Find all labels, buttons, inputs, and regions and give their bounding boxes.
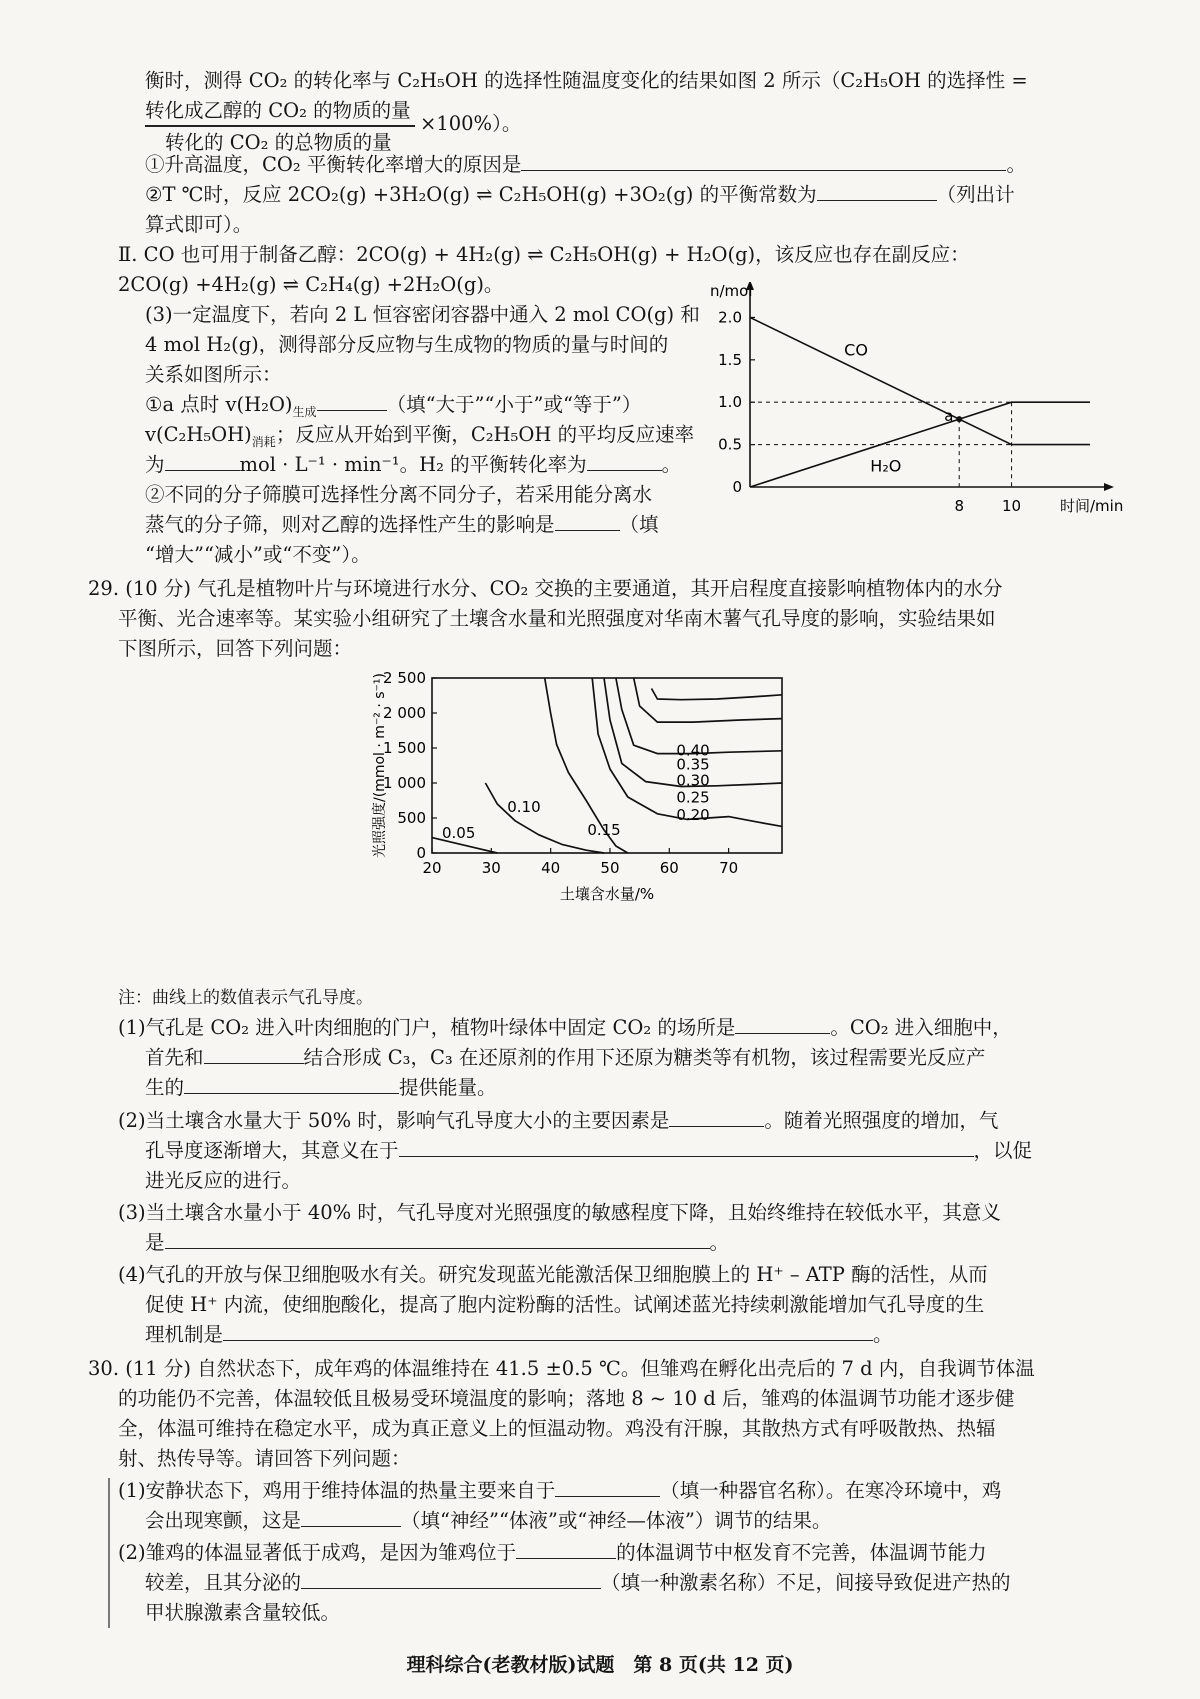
q29-part-1-line-2: 首先和 结合形成 C₃，C₃ 在还原剂的作用下还原为糖类等有机物，该过程需要光反应产: [145, 1046, 986, 1069]
y-tick-label: 1.5: [718, 350, 742, 369]
y-tick-label: 2.0: [718, 308, 742, 327]
contour-label: 0.20: [676, 805, 710, 824]
q29-note: 注：曲线上的数值表示气孔导度。: [118, 988, 373, 1008]
q30-intro-3: 全，体温可维持在稳定水平，成为真正意义上的恒温动物。鸡没有汗腺，其散热方式有呼吸散热、热辐: [118, 1417, 996, 1440]
q28-part-3-line-8: 蒸气的分子筛，则对乙醇的选择性产生的影响是 （填: [145, 513, 659, 536]
q28-line-5: 算式即可）。: [145, 213, 253, 236]
contour-label: 0.05: [441, 823, 476, 842]
answer-blank[interactable]: [204, 1045, 304, 1064]
q29-part-4-line-1: (4)气孔的开放与保卫细胞吸水有关。研究发现蓝光能激活保卫细胞膜上的 H⁺ – ATP 酶的活性，从而: [118, 1263, 988, 1286]
answer-blank[interactable]: [301, 1508, 401, 1527]
answer-blank[interactable]: [317, 392, 387, 411]
y-tick-label: 2 000: [383, 704, 426, 722]
q29-part-3-line-2: 是 。: [145, 1231, 730, 1254]
answer-blank[interactable]: [301, 1570, 601, 1589]
q28-fraction-tail: ×100%）。: [420, 112, 522, 135]
y-tick-label: 500: [397, 809, 426, 827]
y-tick-label: 1 000: [383, 774, 426, 792]
answer-blank[interactable]: [555, 512, 620, 531]
margin-rule: [108, 1478, 110, 1628]
x-tick-label: 60: [659, 859, 679, 877]
answer-blank[interactable]: [817, 182, 937, 201]
x-tick-label: 30: [481, 859, 501, 877]
x-tick-label: 50: [600, 859, 620, 877]
q28-part-3-line-3: 关系如图所示：: [145, 363, 282, 386]
point-a: [956, 416, 962, 422]
q30-part-1-line-2: 会出现寒颤，这是 （填“神经”“体液”或“神经—体液”）调节的结果。: [145, 1509, 832, 1532]
x-tick-label: 40: [541, 859, 561, 877]
series-label-h2o: H₂O: [870, 456, 902, 476]
contour-label: 0.40: [676, 741, 710, 760]
q30-part-2-line-2: 较差，且其分泌的 （填一种激素名称）不足，间接导致促进产热的: [145, 1571, 1011, 1594]
answer-blank[interactable]: [516, 1540, 616, 1559]
fraction-bar: [145, 125, 415, 127]
point-a-label: a: [944, 407, 954, 426]
amount-vs-time-chart: [700, 282, 1130, 552]
x-tick-label: 8: [954, 497, 965, 515]
q28-part-3-line-6: 为 mol · L⁻¹ · min⁻¹。H₂ 的平衡转化率为 。: [145, 453, 682, 476]
contour-label: 0.35: [676, 755, 710, 774]
q28-part-3-line-5: $v(C_2H_5OH)_{消耗}$；反应从开始到平衡，C₂H₅OH 的平均反应速率: [145, 423, 695, 449]
q28-fraction-denominator: 转化的 CO₂ 的总物质的量: [165, 131, 392, 154]
q29-intro-3: 下图所示，回答下列问题：: [118, 637, 353, 660]
q28-side-reaction: 2CO(g) +4H₂(g) ⇌ C₂H₄(g) +2H₂O(g)。: [118, 273, 504, 296]
page-footer: 理科综合(老教材版)试题 第 8 页(共 12 页): [406, 1654, 794, 1676]
x-axis-arrow: [1104, 483, 1114, 491]
y-tick-label: 2 500: [383, 669, 426, 687]
answer-blank[interactable]: [399, 1138, 974, 1157]
x-axis-label: 时间/min: [1060, 497, 1124, 515]
q29-part-4-line-3: 理机制是 。: [145, 1323, 893, 1346]
x-tick-label: 70: [719, 859, 739, 877]
q28-part-3-line-4: ①a 点时 $v(H_2O)_{生成}$ （填“大于”“小于”或“等于”）: [145, 393, 642, 419]
series-line-0: [750, 317, 1090, 444]
q28-part-3-line-7: ②不同的分子筛膜可选择性分离不同分子，若采用能分离水: [145, 483, 653, 506]
q28-line-3: ①升高温度，CO₂ 平衡转化率增大的原因是 。: [145, 153, 1026, 176]
y-tick-label: 0.5: [718, 435, 742, 454]
q30-part-2-line-3: 甲状腺激素含量较低。: [145, 1601, 341, 1624]
x-tick-label: 20: [422, 859, 442, 877]
q28-part-3-line-1: (3)一定温度下，若向 2 L 恒容密闭容器中通入 2 mol CO(g) 和: [145, 303, 700, 326]
q29-intro-2: 平衡、光合速率等。某实验小组研究了土壤含水量和光照强度对华南木薯气孔导度的影响，实验结果如: [118, 607, 996, 630]
answer-blank[interactable]: [184, 1075, 399, 1094]
answer-blank[interactable]: [669, 1108, 764, 1127]
q30-part-2-line-1: (2)雏鸡的体温显著低于成鸡，是因为雏鸡位于 的体温调节中枢发育不完善，体温调节能力: [118, 1541, 987, 1564]
answer-blank[interactable]: [165, 452, 240, 471]
series-label-co: CO: [844, 340, 868, 360]
stomatal-conductance-contour-chart: [370, 660, 870, 980]
q30-intro-4: 射、热传导等。请回答下列问题：: [118, 1447, 411, 1470]
x-tick-label: 10: [1001, 497, 1022, 515]
q29-part-2-line-1: (2)当土壤含水量大于 50% 时，影响气孔导度大小的主要因素是 。随着光照强度的增加，气: [118, 1109, 999, 1132]
y-tick-label: 0: [732, 478, 742, 496]
contour-label: 0.10: [507, 798, 541, 817]
q28-question-1-text: ①升高温度，CO₂ 平衡转化率增大的原因是: [145, 153, 522, 176]
q30-intro-1: 30. (11 分) 自然状态下，成年鸡的体温维持在 41.5 ±0.5 ℃。但雏鸡在孵化出壳后的 7 d 内，自我调节体温: [88, 1357, 1035, 1380]
y-tick-label: 1 500: [383, 739, 426, 757]
q29-part-1-line-1: (1)气孔是 CO₂ 进入叶肉细胞的门户，植物叶绿体中固定 CO₂ 的场所是 。CO₂ 进入细胞中，: [118, 1016, 1012, 1039]
y-axis-label: n/mol: [710, 282, 753, 300]
y-tick-label: 1.0: [718, 393, 742, 412]
q28-question-2-text: ②T ℃时，反应 2CO₂(g) +3H₂O(g) ⇌ C₂H₅OH(g) +3O₂(g) 的平衡常数为: [145, 183, 817, 206]
y-tick-label: 0: [416, 844, 426, 862]
q28-fraction-numerator: 转化成乙醇的 CO₂ 的物质的量: [145, 99, 411, 122]
contour-label: 0.25: [676, 788, 710, 807]
answer-blank[interactable]: [735, 1015, 830, 1034]
q28-line-1: 衡时，测得 CO₂ 的转化率与 C₂H₅OH 的选择性随温度变化的结果如图 2 所示（C₂H₅OH 的选择性 =: [145, 69, 1028, 92]
q30-part-1-line-1: (1)安静状态下，鸡用于维持体温的热量主要来自于 （填一种器官名称）。在寒冷环境中，鸡: [118, 1479, 1002, 1502]
y-axis-label: 光照强度/(mmol · m⁻² · s⁻¹): [372, 672, 388, 859]
q30-intro-2: 的功能仍不完善，体温较低且极易受环境温度的影响；落地 8 ~ 10 d 后，雏鸡的体温调节功能才逐步健: [118, 1387, 1015, 1410]
q29-part-1-line-3: 生的 提供能量。: [145, 1076, 497, 1099]
q29-part-2-line-2: 孔导度逐渐增大，其意义在于 ，以促: [145, 1139, 1033, 1162]
answer-blank[interactable]: [555, 1478, 660, 1497]
contour-label: 0.15: [587, 820, 621, 839]
contour-0.10: [485, 783, 604, 853]
q29-part-4-line-2: 促使 H⁺ 内流，使细胞酸化，提高了胞内淀粉酶的活性。试阐述蓝光持续刺激能增加气孔导度的生: [145, 1293, 985, 1316]
contour-0.40: [652, 689, 783, 700]
q29-part-3-line-1: (3)当土壤含水量小于 40% 时，气孔导度对光照强度的敏感程度下降，且始终维持在较低水平，其意义: [118, 1201, 1001, 1224]
contour-0.35: [634, 678, 782, 722]
q29-part-2-line-3: 进光反应的进行。: [145, 1169, 302, 1192]
answer-blank[interactable]: [587, 452, 662, 471]
q28-line-4: ②T ℃时，反应 2CO₂(g) +3H₂O(g) ⇌ C₂H₅OH(g) +3O₂(g) 的平衡常数为 （列出计: [145, 183, 1015, 206]
x-axis-label: 土壤含水量/%: [559, 885, 655, 903]
answer-blank[interactable]: [165, 1230, 710, 1249]
contour-label: 0.30: [676, 771, 710, 790]
q29-intro-1: 29. (10 分) 气孔是植物叶片与环境进行水分、CO₂ 交换的主要通道，其开启程度直接影响植物体内的水分: [88, 577, 1003, 600]
q28-part-3-line-2: 4 mol H₂(g)，测得部分反应物与生成物的物质的量与时间的: [145, 333, 669, 356]
answer-blank[interactable]: [223, 1322, 873, 1341]
q28-section-2: Ⅱ. CO 也可用于制备乙醇：2CO(g) + 4H₂(g) ⇌ C₂H₅OH(g) + H₂O(g)，该反应也存在副反应：: [118, 243, 970, 266]
answer-blank[interactable]: [521, 152, 1006, 171]
q28-part-3-line-9: “增大”“减小”或“不变”）。: [145, 543, 371, 566]
